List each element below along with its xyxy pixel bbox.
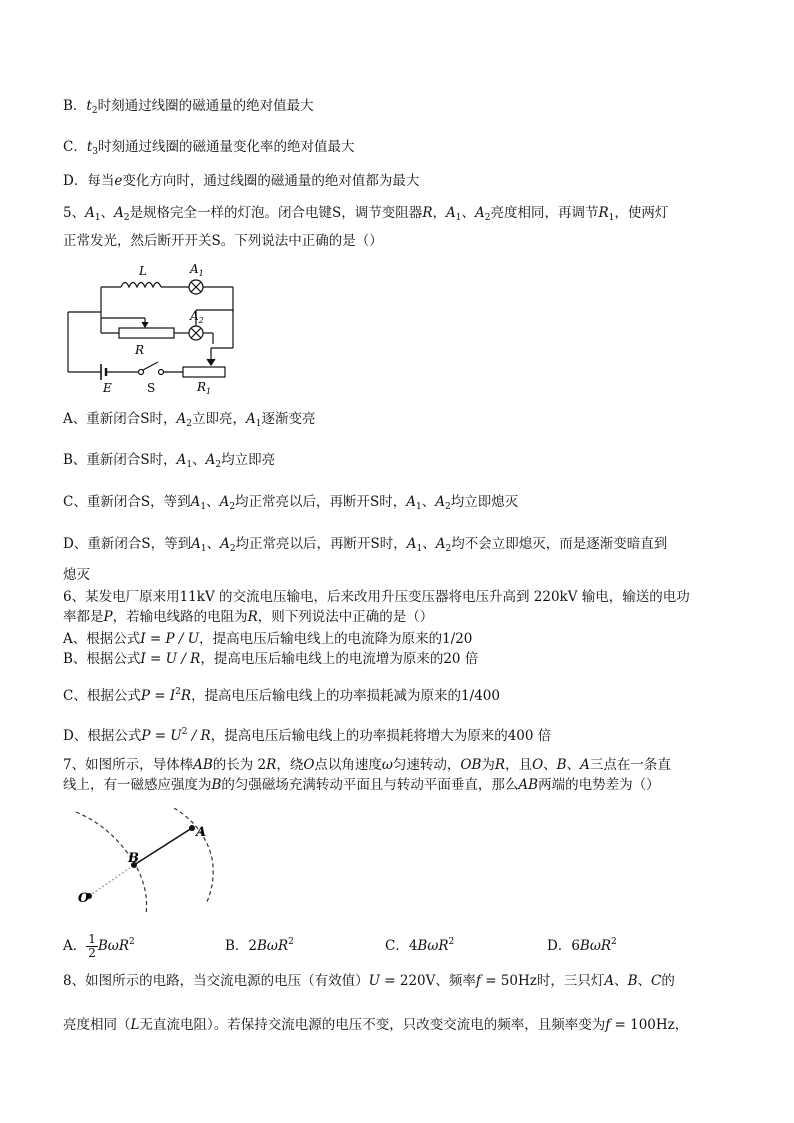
stem-text: ，绕 [276,757,304,773]
q7-option-d [547,925,617,963]
var-r1: R [598,205,609,221]
stem-text: ，若输电线路的电阻为 [112,609,248,625]
q5-stem-line1 [63,204,668,227]
formula: / R [187,728,211,744]
lamp-a2: A [474,205,485,221]
subscript: 2 [123,213,130,223]
subscript: 1 [455,213,462,223]
switch-pivot [139,370,144,375]
var-a: A [580,757,590,773]
subscript: 1 [94,213,101,223]
label-e: E [103,381,112,395]
q8-stem-line2 [63,1016,688,1034]
rheostat-r [119,328,174,338]
var-b-field: B [211,777,222,793]
stem-text: 的长为 2 [212,757,267,773]
label-b: B [128,851,139,866]
lamp-a1: A [245,411,256,427]
outer-arc [174,808,213,904]
lamp-a1: A [85,205,95,221]
var-f: f [605,1017,611,1033]
lamp-a1: A [191,536,201,552]
option-text: 均正常亮以后，再断开S时， [235,494,407,510]
circuit-diagram [63,258,253,396]
var-c: C [651,973,662,989]
rheostat-r1 [183,367,225,377]
expr: BωR [257,938,289,954]
subscript: 1 [255,419,262,429]
option-text: 逐渐变亮 [261,411,316,427]
subscript: 2 [484,213,491,223]
subscript: 1 [416,502,422,512]
stem-text: 三点在一条直 [589,757,671,773]
option-label: D．6 [547,938,580,954]
formula: R [180,688,192,704]
option-text: 均立即熄灭 [450,494,519,510]
q6-stem-line2 [63,608,433,626]
option-text: ，提高电压后输电线上的电流增为原来的20 倍 [200,651,479,667]
option-label: A． [63,938,87,954]
stem-text: 的 [661,973,675,989]
subscript: 2 [229,502,236,512]
var-ab: AB [518,777,539,793]
sep: 、 [206,494,220,510]
stem-text: 亮度相同，再调节 [490,205,599,221]
value: = 50Hz [480,973,537,989]
var-o: O [303,757,315,773]
q-number: 5、 [63,205,86,221]
stem-text: 两端的电势差为（） [538,777,660,793]
stem-text: 无直流电阻）。若保持交流电源的电压不变，只改变交流电的频率，且频率变为 [139,1017,606,1033]
formula: I = P / U [140,631,200,647]
lamp-a2: A [219,494,230,510]
var-l: L [130,1017,140,1033]
option-text: A、根据公式 [63,631,141,647]
lamp-a2: A [220,536,230,552]
subscript: 1 [200,544,207,554]
q8-stem-line1 [63,972,675,990]
stem-text: 是规格完全一样的灯泡。闭合电键S，调节变阻器 [129,205,423,221]
expr: BωR [97,938,129,954]
lamp-a1: A [176,452,187,468]
option-text: B、根据公式 [63,651,141,667]
option-text: B、重新闭合S时， [63,452,177,468]
option-text: 时刻通过线圈的磁通量的绝对值最大 [97,98,314,114]
stem-text: 为 [481,757,495,773]
q6-option-a [63,630,472,648]
lamp-a1: A [445,205,456,221]
option-text: A、重新闭合S时， [63,411,177,427]
lamp-a1: A [406,494,417,510]
subscript: 2 [215,460,222,470]
stem-text: ，且 [505,757,533,773]
fraction-half [86,933,98,960]
q6-stem-line1: 6、某发电厂原来用11kV 的交流电压输电，后来改用升压变压器将电压升高到 220kV 输电，输送的电功 [63,589,690,605]
expr: BωR [417,938,449,954]
lamp-a1: A [406,536,417,552]
switch-arm [143,362,158,370]
formula: P = I [140,688,176,704]
formula: I = U / R [140,651,201,667]
value: = 100Hz [610,1017,675,1033]
var-r: R [266,757,277,773]
superscript: 2 [175,687,181,697]
formula: P = U [141,728,182,744]
q5-option-b [63,451,275,474]
option-text: 均正常亮以后，再断开S时， [235,536,407,552]
var-p: P [103,609,113,625]
lamp-a2: A [435,494,446,510]
stem-text: 点以角速度 [314,757,382,773]
q6-option-d [63,723,551,745]
var-b: B [556,757,567,773]
var-b: B [627,973,638,989]
value: = 220V [379,973,436,989]
sep: 、 [543,757,557,773]
option-text: ，提高电压后输电线上的功率损耗将增大为原来的400 倍 [210,728,552,744]
var-e: e [114,173,123,189]
subscript: 2 [91,106,98,116]
sep: 、 [100,205,115,221]
stem-text: 线上，有一磁感应强度为 [63,777,212,793]
var-u: U [368,973,380,989]
label-r1: $R_1$ [197,380,212,396]
inductor-coil [121,283,161,288]
subscript: 3 [92,147,99,157]
var-r: R [422,205,433,221]
lamp-a2: A [176,411,187,427]
var-o: O [532,757,544,773]
var-ab: AB [193,757,213,773]
subscript: 1 [416,544,423,554]
var-omega: ω [381,757,393,773]
lamp-a2: A [435,536,446,552]
sep: 、 [192,452,206,468]
subscript: 2 [445,502,451,512]
option-label: B．2 [225,938,258,954]
var-a: A [604,973,615,989]
superscript: 2 [181,727,188,737]
q7-stem-line2 [63,776,660,794]
superscript: 2 [448,937,455,947]
stem-text: 匀速转动， [392,757,461,773]
option-text: 均立即亮 [221,452,276,468]
sep: 、 [614,973,628,989]
label-a: A [196,825,207,840]
option-text: D、重新闭合S，等到 [63,536,192,552]
superscript: 2 [288,937,294,947]
q7-stem-line1 [63,756,671,774]
option-text: 变化方向时，通过线圈的磁通量的绝对值都为最大 [122,173,420,189]
subscript: 2 [445,544,452,554]
option-label: B． [63,98,87,114]
label-a1: $A_1$ [190,262,204,278]
sep: 、 [206,536,221,552]
stem-text: ，使两灯 [614,205,669,221]
stem-text: 、频率 [435,973,476,989]
q5-option-c [63,493,518,516]
stem-text: 亮度相同（ [63,1017,131,1033]
q5-option-d-line2: 熄灭 [63,567,90,583]
switch-contact [159,370,164,375]
option-text: 均不会立即熄灭，而是逐渐变暗直到 [451,536,668,552]
q5-option-d [63,535,667,558]
option-text: D、根据公式 [63,728,142,744]
stem-text: 的匀强磁场充满转动平面且与转动平面垂直，那么 [221,777,519,793]
label-l: L [139,264,147,278]
sep: ， [432,205,446,221]
var-t: t [86,98,92,114]
denominator: 2 [88,946,96,960]
option-text: 时刻通过线圈的磁通量变化率的绝对值最大 [98,139,355,155]
option-text: C、重新闭合S，等到 [63,494,191,510]
q4-option-c [63,138,355,161]
option-label: C． [63,139,87,155]
subscript: 1 [608,213,615,223]
superscript: 2 [611,937,617,947]
rotating-rod-diagram [74,808,224,918]
var-r: R [247,609,258,625]
stem-text: 率都是 [63,609,104,625]
stem-text: ，则下列说法中正确的是（） [257,609,434,625]
label-o: O [78,891,90,906]
stem-text: 8、如图所示的电路，当交流电源的电压（有效值） [63,973,369,989]
lamp-a1: A [190,494,201,510]
q5-stem-line2: 正常发光，然后断开开关S。下列说法中正确的是（） [63,233,383,249]
option-text: ，提高电压后输电线上的电流降为原来的1/20 [199,631,473,647]
q4-option-b [63,97,314,120]
q7-option-b [225,925,294,963]
subscript: 1 [186,460,193,470]
stem-text: ， [674,1017,689,1033]
rod-ab [134,828,192,865]
option-text: C、根据公式 [63,688,141,704]
option-label: C．4 [385,938,418,954]
sep: 、 [422,536,436,552]
sep: 、 [566,757,581,773]
option-text: ，提高电压后输电线上的功率损耗减为原来的1/400 [191,688,500,704]
subscript: 2 [229,544,236,554]
label-r: R [135,343,145,357]
label-a2: $A_2$ [190,309,204,325]
numerator: 1 [88,932,96,946]
stem-text: 7、如图所示，导体棒 [63,757,194,773]
lamp-a2: A [205,452,216,468]
option-text: 立即亮， [191,411,246,427]
q5-option-a [63,410,315,433]
var-t: t [86,139,93,155]
lamp-a2: A [114,205,124,221]
sep: 、 [421,494,436,510]
label-s: S [147,381,156,395]
point-a [189,825,195,831]
option-label: D．每当 [63,173,115,189]
q6-option-b [63,650,478,668]
var-r: R [494,757,506,773]
q7-option-c [385,925,454,963]
superscript: 2 [128,937,135,947]
stem-text: 时，三只灯 [536,973,605,989]
q7-option-a [63,925,135,963]
subscript: 1 [200,502,207,512]
sep: 、 [461,205,475,221]
q6-option-c [63,683,500,705]
var-f: f [475,973,481,989]
expr: BωR [579,938,612,954]
subscript: 2 [186,419,192,429]
var-ob: OB [460,757,482,773]
sep: 、 [637,973,652,989]
q4-option-d [63,172,419,190]
radius-ob [89,865,134,896]
